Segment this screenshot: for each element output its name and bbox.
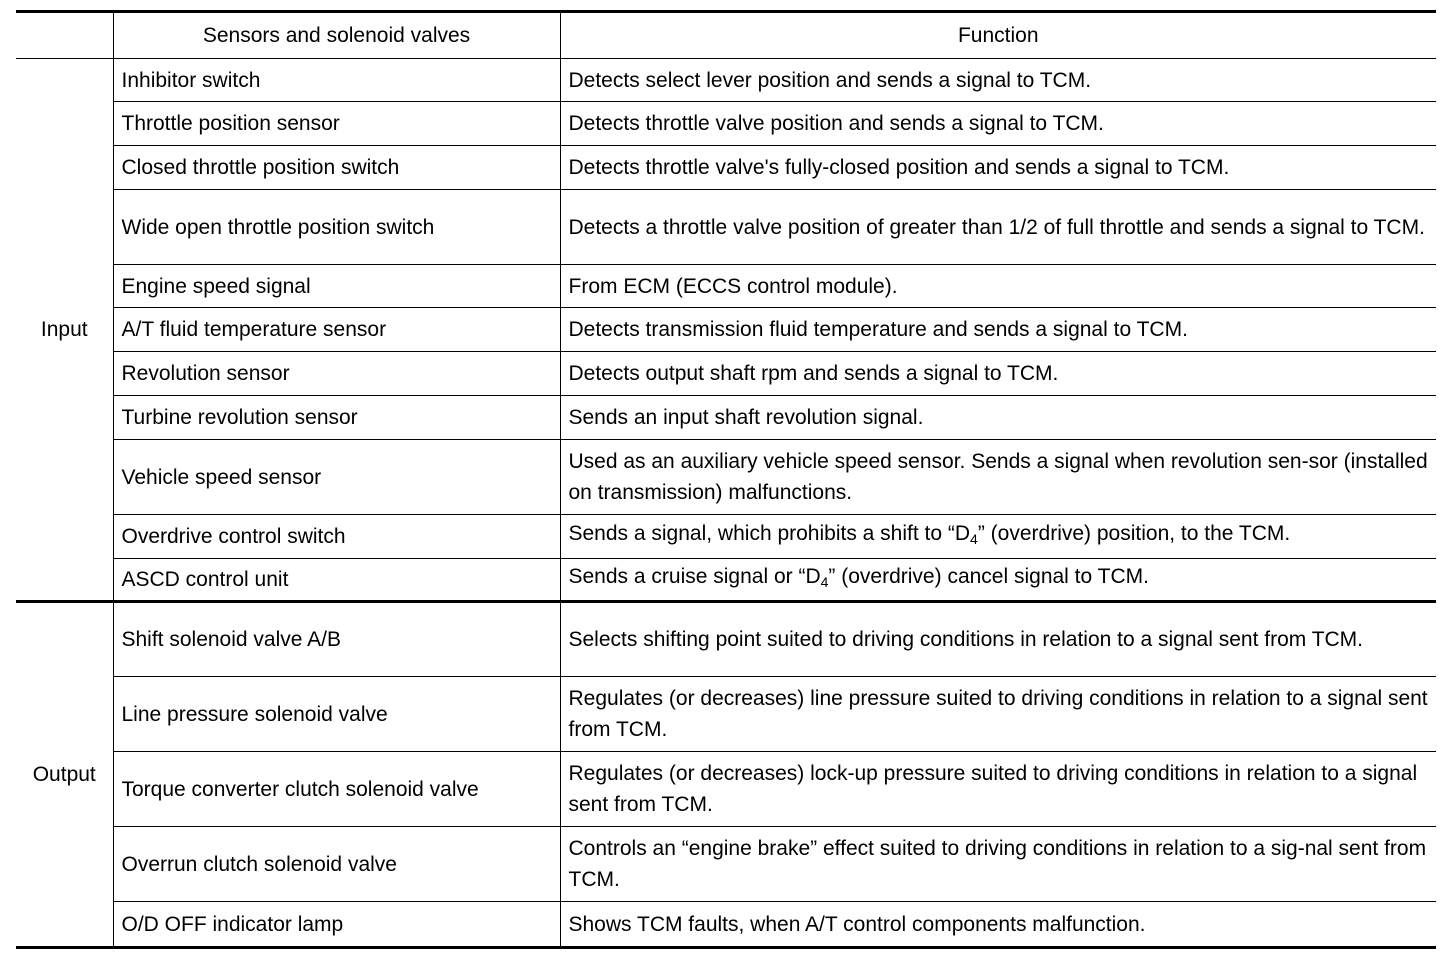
function-cell: Controls an “engine brake” effect suited to driving conditions in relation to a sig-nal sent from TCM. (560, 827, 1436, 902)
header-function: Function (560, 12, 1436, 59)
function-cell: Shows TCM faults, when A/T control components malfunction. (560, 902, 1436, 948)
header-row (16, 12, 1436, 59)
header-group-cell (16, 12, 113, 59)
sensors-function-table (16, 10, 1436, 949)
component-cell: Vehicle speed sensor (113, 440, 560, 515)
table-row (16, 265, 1436, 308)
table-row (16, 752, 1436, 827)
input-group-label: Input (16, 59, 113, 602)
function-cell: Detects throttle valve position and sends a signal to TCM. (560, 102, 1436, 146)
function-cell: Detects output shaft rpm and sends a signal to TCM. (560, 352, 1436, 396)
function-cell: Regulates (or decreases) line pressure suited to driving conditions in relation to a signal sent from TCM. (560, 677, 1436, 752)
table-row (16, 59, 1436, 102)
component-cell: Inhibitor switch (113, 59, 560, 102)
table-row (16, 559, 1436, 602)
table-row (16, 902, 1436, 948)
function-text-pre: Sends a cruise signal or “D (568, 565, 821, 588)
component-cell: Torque converter clutch solenoid valve (113, 752, 560, 827)
component-cell: Engine speed signal (113, 265, 560, 308)
table-row (16, 146, 1436, 190)
component-cell: Overdrive control switch (113, 515, 560, 559)
function-cell: Detects select lever position and sends a signal to TCM. (560, 59, 1436, 102)
table-row (16, 827, 1436, 902)
component-cell: Shift solenoid valve A/B (113, 602, 560, 677)
component-cell: Throttle position sensor (113, 102, 560, 146)
function-cell: Detects a throttle valve position of greater than 1/2 of full throttle and sends a signal to TCM. (560, 190, 1436, 265)
component-cell: Line pressure solenoid valve (113, 677, 560, 752)
function-cell: Detects transmission fluid temperature and sends a signal to TCM. (560, 308, 1436, 352)
subscript: 4 (970, 531, 978, 547)
table-row (16, 677, 1436, 752)
table-row (16, 515, 1436, 559)
table-row (16, 602, 1436, 677)
function-cell: Regulates (or decreases) lock-up pressure suited to driving conditions in relation to a signal sent from TCM. (560, 752, 1436, 827)
subscript: 4 (820, 574, 829, 590)
output-group-label: Output (16, 602, 113, 948)
function-cell (560, 559, 1436, 602)
function-cell: From ECM (ECCS control module). (560, 265, 1436, 308)
component-cell: Revolution sensor (113, 352, 560, 396)
component-cell: O/D OFF indicator lamp (113, 902, 560, 948)
table-row (16, 396, 1436, 440)
table-row (16, 308, 1436, 352)
component-cell: Turbine revolution sensor (113, 396, 560, 440)
function-text-pre: Sends a signal, which prohibits a shift to “D (568, 522, 971, 545)
component-cell: Wide open throttle position switch (113, 190, 560, 265)
function-text-post: ” (overdrive) cancel signal to TCM. (828, 565, 1149, 588)
function-cell (560, 515, 1436, 559)
header-component: Sensors and solenoid valves (113, 12, 560, 59)
component-cell: Closed throttle position switch (113, 146, 560, 190)
table-row (16, 352, 1436, 396)
function-cell: Selects shifting point suited to driving conditions in relation to a signal sent from TCM. (560, 602, 1436, 677)
function-text-post: ” (overdrive) position, to the TCM. (977, 522, 1291, 545)
function-cell: Detects throttle valve's fully-closed position and sends a signal to TCM. (560, 146, 1436, 190)
component-cell: A/T fluid temperature sensor (113, 308, 560, 352)
table-row (16, 440, 1436, 515)
component-cell: ASCD control unit (113, 559, 560, 602)
function-cell: Sends an input shaft revolution signal. (560, 396, 1436, 440)
table-row (16, 102, 1436, 146)
table-row (16, 190, 1436, 265)
function-cell: Used as an auxiliary vehicle speed sensor. Sends a signal when revolution sen-sor (installed on transmission) malfunctions. (560, 440, 1436, 515)
component-cell: Overrun clutch solenoid valve (113, 827, 560, 902)
